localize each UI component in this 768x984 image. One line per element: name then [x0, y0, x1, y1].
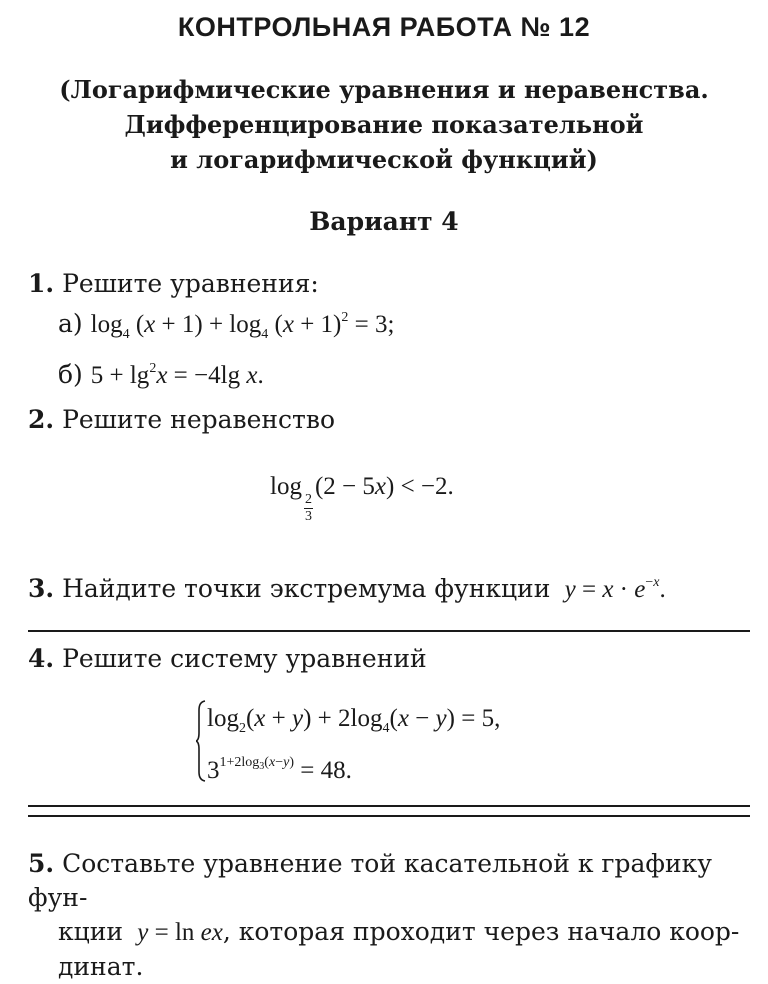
task-text: Найдите точки экстремума функции [62, 574, 551, 603]
task-5-line [28, 847, 758, 915]
task-5 [28, 847, 758, 984]
separator-line [28, 815, 750, 817]
item-label: а) [58, 309, 83, 338]
fraction-numerator: 2 [304, 492, 312, 507]
task-text: Составьте уравнение той касательной к графику фун- [28, 849, 712, 912]
task-4-prompt [28, 642, 427, 676]
separator-line [28, 805, 750, 807]
task-number: 1. [28, 269, 55, 298]
page-title: КОНТРОЛЬНАЯ РАБОТА № 12 [177, 12, 591, 42]
task-text: , которая проходит через начало коор- [222, 917, 740, 946]
task-3 [28, 566, 666, 607]
page-subtitle [0, 72, 768, 177]
task-text: Решите неравенство [62, 405, 336, 434]
equation: $5 + \lg^2x = -4\lg$ x. [90, 361, 264, 389]
equation: $\log_4 (x + 1) + \log_4 (x + 1)^2 = 3$; [90, 310, 395, 342]
task-number: 5. [28, 849, 55, 878]
task-number: 3. [28, 574, 55, 603]
task-1-equation-a [28, 301, 394, 352]
task-5-line [28, 915, 758, 950]
function-formula: y = ln ex [137, 919, 223, 946]
subtitle-line: Дифференцирование показательной [124, 110, 644, 139]
system-equation-1: $\log_2(x + y) + 2\log_4(x - y) = 5$, [207, 705, 501, 736]
function-formula: $y = x \cdot e^{-x}$. [564, 575, 666, 603]
subtitle-line: и логарифмической функций) [170, 145, 598, 174]
system-equation-2: $3^{1+2log_3(x-y)} = 48$. [207, 755, 352, 784]
fraction-denominator: 3 [304, 509, 312, 524]
task-2-inequality: log $\frac{2}{3}$ (2 − 5x) < −2. [270, 473, 454, 524]
task-text: кции [58, 917, 124, 946]
task-1-prompt [28, 267, 394, 301]
system-brace [196, 700, 206, 782]
task-text: Решите систему уравнений [62, 644, 427, 673]
task-number: 2. [28, 405, 55, 434]
task-number: 4. [28, 644, 55, 673]
task-text: динат. [58, 952, 144, 981]
item-label: б) [58, 360, 83, 389]
task-1-equation-b [28, 352, 394, 393]
task-text: Решите уравнения: [62, 269, 319, 298]
task-2-prompt [28, 403, 335, 437]
task-1 [28, 267, 394, 393]
separator-line [28, 630, 750, 632]
task-5-line [28, 950, 758, 984]
fraction [304, 492, 313, 525]
subtitle-line: (Логарифмические уравнения и неравенства. [59, 75, 709, 104]
variant-heading: Вариант 4 [309, 207, 459, 236]
